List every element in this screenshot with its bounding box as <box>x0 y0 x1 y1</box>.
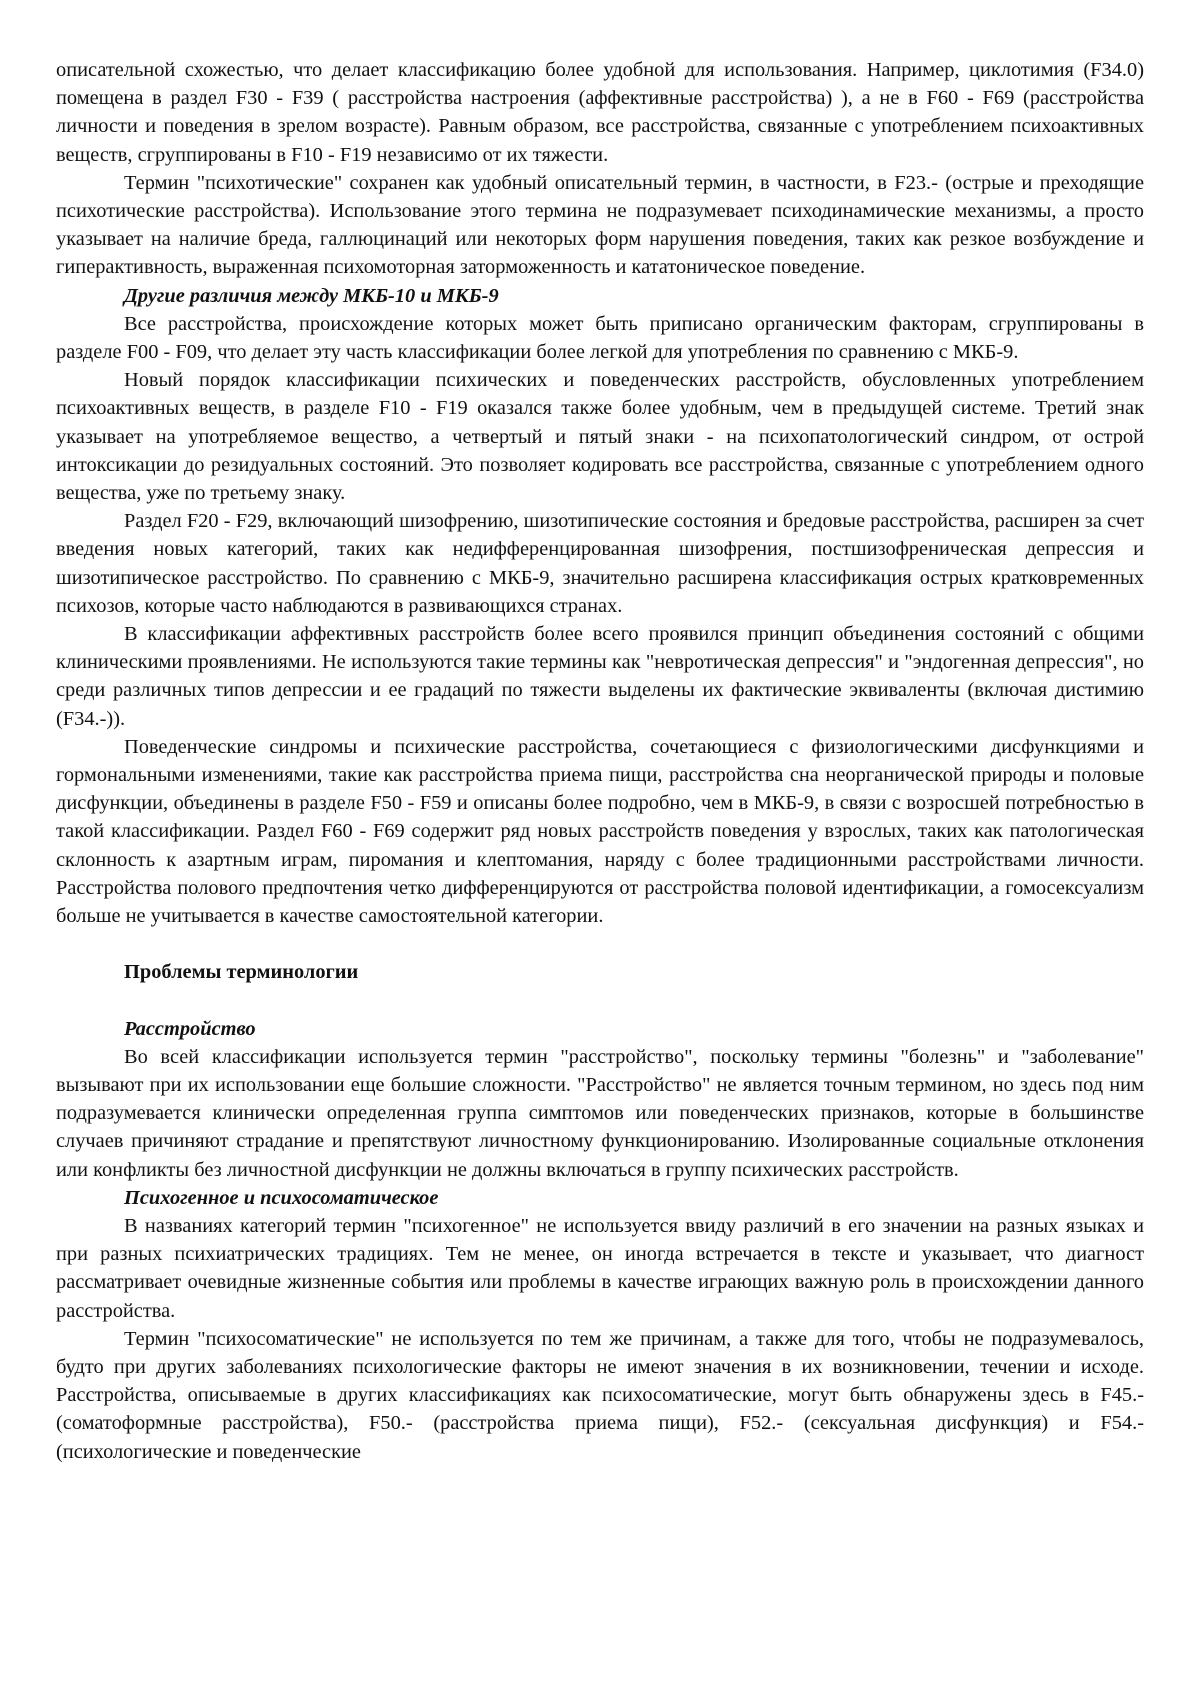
paragraph-intro: описательной схожестью, что делает классификацию более удобной для использования. Например, циклотимия (F34.0) помещена в раздел F30 - F39 ( расстройства настроения (аффективные расстройства) ), а не в F60 - F69 (расстройства личности и поведения в зрелом возрасте). Равным образом, все расстройства, связанные с употреблением психоактивных веществ, сгруппированы в F10 - F19 независимо от их тяжести. <box>56 56 1144 169</box>
paragraph-psychotic: Термин "психотические" сохранен как удобный описательный термин, в частности, в F23.- (острые и преходящие психотические расстройства). Использование этого термина не подразумевает психодинамические механизмы, а просто указывает на наличие бреда, галлюцинаций или некоторых форм нарушения поведения, таких как резкое возбуждение и гиперактивность, выраженная психомоторная заторможенность и кататоническое поведение. <box>56 169 1144 282</box>
paragraph-affective: В классификации аффективных расстройств более всего проявился принцип объединения состояний с общими клиническими проявлениями. Не используются такие термины как "невротическая депрессия" и "эндогенная депрессия", но среди различных типов депрессии и ее градаций по тяжести выделены их фактические эквиваленты (включая дистимию (F34.-)). <box>56 620 1144 733</box>
paragraph-organic: Все расстройства, происхождение которых может быть приписано органическим факторам, сгруппированы в разделе F00 - F09, что делает эту часть классификации более легкой для употребления по сравнению с МКБ-9. <box>56 310 1144 366</box>
section-heading-terminology: Проблемы терминологии <box>56 958 1144 986</box>
subheading-psychogenic: Психогенное и психосоматическое <box>56 1184 1144 1212</box>
paragraph-substances: Новый порядок классификации психических и поведенческих расстройств, обусловленных употреблением психоактивных веществ, в разделе F10 - F19 оказался также более удобным, чем в предыдущей системе. Третий знак указывает на употребляемое вещество, а четвертый и пятый знаки - на психопатологический синдром, от острой интоксикации до резидуальных состояний. Это позволяет кодировать все расстройства, связанные с употреблением одного вещества, уже по третьему знаку. <box>56 366 1144 507</box>
subheading-disorder: Расстройство <box>56 1015 1144 1043</box>
paragraph-psychogenic: В названиях категорий термин "психогенное" не используется ввиду различий в его значении на разных языках и при разных психиатрических традициях. Тем не менее, он иногда встречается в тексте и указывает, что диагност рассматривает очевидные жизненные события или проблемы в качестве играющих важную роль в происхождении данного расстройства. <box>56 1212 1144 1325</box>
paragraph-schizophrenia: Раздел F20 - F29, включающий шизофрению, шизотипические состояния и бредовые расстройства, расширен за счет введения новых категорий, таких как недифференцированная шизофрения, постшизофреническая депрессия и шизотипическое расстройство. По сравнению с МКБ-9, значительно расширена классификация острых кратковременных психозов, которые часто наблюдаются в развивающихся странах. <box>56 507 1144 620</box>
subheading-other-differences: Другие различия между МКБ-10 и МКБ-9 <box>56 282 1144 310</box>
document-page <box>0 0 1200 1698</box>
paragraph-disorder: Во всей классификации используется термин "расстройство", поскольку термины "болезнь" и "заболевание" вызывают при их использовании еще большие сложности. "Расстройство" не является точным термином, но здесь под ним подразумевается клинически определенная группа симптомов или поведенческих признаков, которые в большинстве случаев причиняют страдание и препятствуют личностному функционированию. Изолированные социальные отклонения или конфликты без личностной дисфункции не должны включаться в группу психических расстройств. <box>56 1043 1144 1184</box>
paragraph-behavioral: Поведенческие синдромы и психические расстройства, сочетающиеся с физиологическими дисфункциями и гормональными изменениями, такие как расстройства приема пищи, расстройства сна неорганической природы и половые дисфункции, объединены в разделе F50 - F59 и описаны более подробно, чем в МКБ-9, в связи с возросшей потребностью в такой классификации. Раздел F60 - F69 содержит ряд новых расстройств поведения у взрослых, таких как патологическая склонность к азартным играм, пиромания и клептомания, наряду с более традиционными расстройствами личности. Расстройства полового предпочтения четко дифференцируются от расстройства половой идентификации, а гомосексуализм больше не учитывается в качестве самостоятельной категории. <box>56 733 1144 930</box>
paragraph-psychosomatic: Термин "психосоматические" не используется по тем же причинам, а также для того, чтобы не подразумевалось, будто при других заболеваниях психологические факторы не имеют значения в их возникновении, течении и исходе. Расстройства, описываемые в других классификациях как психосоматические, могут быть обнаружены здесь в F45.- (соматоформные расстройства), F50.- (расстройства приема пищи), F52.- (сексуальная дисфункция) и F54.- (психологические и поведенческие <box>56 1325 1144 1466</box>
